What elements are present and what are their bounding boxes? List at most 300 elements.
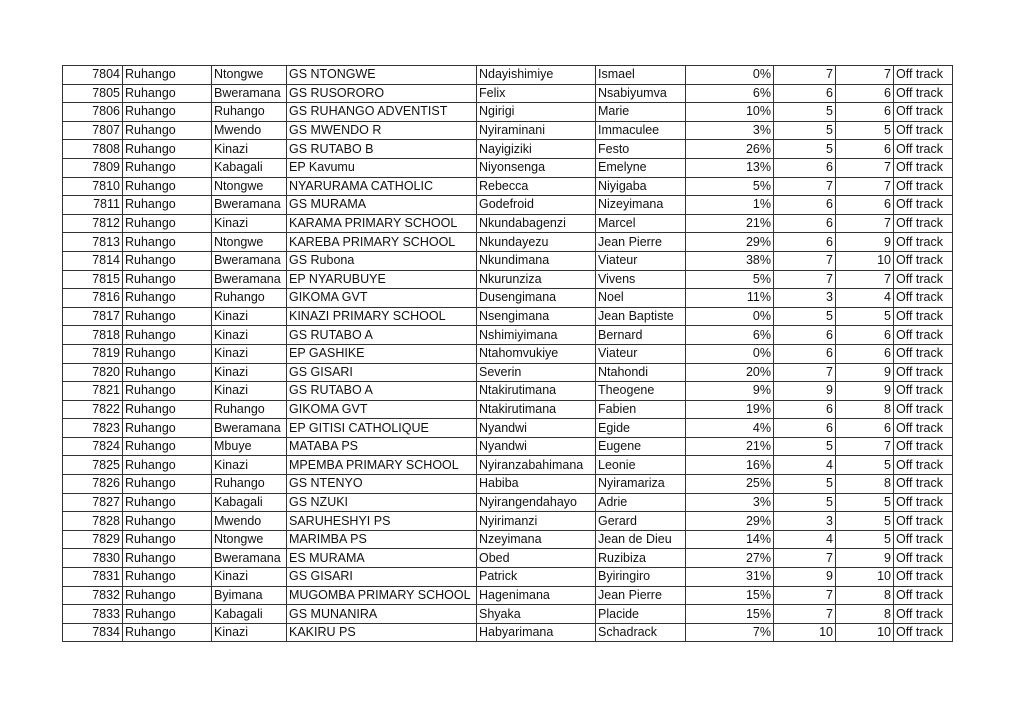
table-row xyxy=(63,419,953,438)
cell-sector: Ntongwe xyxy=(212,530,287,549)
cell-status: Off track xyxy=(894,158,953,177)
cell-percent: 31% xyxy=(686,568,774,587)
cell-first-name: Nyiramariza xyxy=(596,475,686,494)
cell-id: 7828 xyxy=(63,512,123,531)
cell-district: Ruhango xyxy=(123,586,212,605)
cell-sector: Bweramana xyxy=(212,251,287,270)
table-row xyxy=(63,363,953,382)
cell-last-name: Nkurunziza xyxy=(477,270,596,289)
cell-status: Off track xyxy=(894,363,953,382)
table-row xyxy=(63,382,953,401)
cell-percent: 20% xyxy=(686,363,774,382)
cell-last-name: Obed xyxy=(477,549,596,568)
cell-percent: 27% xyxy=(686,549,774,568)
cell-percent: 29% xyxy=(686,512,774,531)
cell-first-name: Emelyne xyxy=(596,158,686,177)
cell-sector: Kinazi xyxy=(212,344,287,363)
cell-score-b: 5 xyxy=(836,530,894,549)
cell-status: Off track xyxy=(894,196,953,215)
cell-district: Ruhango xyxy=(123,568,212,587)
cell-status: Off track xyxy=(894,512,953,531)
cell-last-name: Nsengimana xyxy=(477,307,596,326)
cell-id: 7810 xyxy=(63,177,123,196)
cell-id: 7804 xyxy=(63,66,123,85)
cell-last-name: Nayigiziki xyxy=(477,140,596,159)
cell-district: Ruhango xyxy=(123,158,212,177)
table-row xyxy=(63,437,953,456)
cell-id: 7819 xyxy=(63,344,123,363)
cell-score-b: 8 xyxy=(836,586,894,605)
cell-last-name: Ntahomvukiye xyxy=(477,344,596,363)
cell-id: 7833 xyxy=(63,605,123,624)
table-row xyxy=(63,475,953,494)
cell-score-a: 5 xyxy=(774,140,836,159)
cell-score-a: 5 xyxy=(774,493,836,512)
cell-sector: Ntongwe xyxy=(212,177,287,196)
cell-district: Ruhango xyxy=(123,233,212,252)
cell-sector: Kinazi xyxy=(212,307,287,326)
cell-score-a: 7 xyxy=(774,177,836,196)
cell-status: Off track xyxy=(894,251,953,270)
cell-status: Off track xyxy=(894,568,953,587)
cell-sector: Ruhango xyxy=(212,475,287,494)
cell-school: EP NYARUBUYE xyxy=(287,270,477,289)
cell-score-b: 7 xyxy=(836,270,894,289)
cell-id: 7825 xyxy=(63,456,123,475)
cell-status: Off track xyxy=(894,623,953,642)
cell-school: GS NZUKI xyxy=(287,493,477,512)
cell-school: GS MURAMA xyxy=(287,196,477,215)
cell-score-b: 8 xyxy=(836,400,894,419)
cell-percent: 16% xyxy=(686,456,774,475)
cell-first-name: Leonie xyxy=(596,456,686,475)
cell-id: 7821 xyxy=(63,382,123,401)
table-row xyxy=(63,456,953,475)
cell-district: Ruhango xyxy=(123,456,212,475)
cell-status: Off track xyxy=(894,530,953,549)
cell-score-a: 6 xyxy=(774,84,836,103)
cell-district: Ruhango xyxy=(123,512,212,531)
cell-percent: 15% xyxy=(686,605,774,624)
cell-district: Ruhango xyxy=(123,121,212,140)
cell-school: GS NTONGWE xyxy=(287,66,477,85)
cell-status: Off track xyxy=(894,382,953,401)
cell-id: 7806 xyxy=(63,103,123,122)
cell-school: EP GASHIKE xyxy=(287,344,477,363)
cell-status: Off track xyxy=(894,233,953,252)
table-row xyxy=(63,270,953,289)
cell-sector: Ruhango xyxy=(212,400,287,419)
table-row xyxy=(63,605,953,624)
cell-sector: Byimana xyxy=(212,586,287,605)
cell-score-a: 5 xyxy=(774,307,836,326)
cell-id: 7830 xyxy=(63,549,123,568)
cell-id: 7807 xyxy=(63,121,123,140)
table-row xyxy=(63,177,953,196)
cell-score-b: 6 xyxy=(836,196,894,215)
cell-last-name: Nyandwi xyxy=(477,419,596,438)
cell-sector: Kinazi xyxy=(212,140,287,159)
cell-first-name: Ismael xyxy=(596,66,686,85)
cell-score-a: 3 xyxy=(774,289,836,308)
cell-status: Off track xyxy=(894,307,953,326)
cell-id: 7811 xyxy=(63,196,123,215)
table-row xyxy=(63,233,953,252)
cell-first-name: Marie xyxy=(596,103,686,122)
data-table xyxy=(62,65,953,642)
cell-school: MPEMBA PRIMARY SCHOOL xyxy=(287,456,477,475)
table-row xyxy=(63,66,953,85)
cell-score-b: 9 xyxy=(836,382,894,401)
cell-district: Ruhango xyxy=(123,344,212,363)
cell-school: MUGOMBA PRIMARY SCHOOL xyxy=(287,586,477,605)
cell-district: Ruhango xyxy=(123,326,212,345)
cell-id: 7831 xyxy=(63,568,123,587)
cell-percent: 38% xyxy=(686,251,774,270)
cell-status: Off track xyxy=(894,344,953,363)
cell-score-b: 10 xyxy=(836,623,894,642)
cell-score-b: 7 xyxy=(836,158,894,177)
cell-district: Ruhango xyxy=(123,307,212,326)
cell-sector: Bweramana xyxy=(212,84,287,103)
cell-school: KARAMA PRIMARY SCHOOL xyxy=(287,214,477,233)
cell-percent: 0% xyxy=(686,344,774,363)
cell-last-name: Nkundayezu xyxy=(477,233,596,252)
table-row xyxy=(63,289,953,308)
cell-score-b: 9 xyxy=(836,363,894,382)
cell-score-b: 6 xyxy=(836,140,894,159)
cell-status: Off track xyxy=(894,103,953,122)
cell-sector: Ruhango xyxy=(212,289,287,308)
cell-score-a: 6 xyxy=(774,196,836,215)
cell-sector: Kinazi xyxy=(212,214,287,233)
cell-district: Ruhango xyxy=(123,605,212,624)
table-row xyxy=(63,121,953,140)
cell-district: Ruhango xyxy=(123,419,212,438)
cell-first-name: Bernard xyxy=(596,326,686,345)
cell-score-b: 6 xyxy=(836,84,894,103)
cell-first-name: Viateur xyxy=(596,344,686,363)
cell-sector: Kinazi xyxy=(212,456,287,475)
cell-score-b: 7 xyxy=(836,437,894,456)
cell-percent: 25% xyxy=(686,475,774,494)
cell-sector: Bweramana xyxy=(212,270,287,289)
cell-score-b: 8 xyxy=(836,605,894,624)
cell-sector: Kabagali xyxy=(212,493,287,512)
cell-id: 7824 xyxy=(63,437,123,456)
cell-score-b: 4 xyxy=(836,289,894,308)
cell-percent: 11% xyxy=(686,289,774,308)
cell-first-name: Jean Baptiste xyxy=(596,307,686,326)
cell-district: Ruhango xyxy=(123,493,212,512)
cell-id: 7815 xyxy=(63,270,123,289)
cell-school: EP Kavumu xyxy=(287,158,477,177)
cell-sector: Kabagali xyxy=(212,158,287,177)
cell-district: Ruhango xyxy=(123,530,212,549)
cell-school: ES MURAMA xyxy=(287,549,477,568)
cell-last-name: Ntakirutimana xyxy=(477,382,596,401)
cell-last-name: Nyirimanzi xyxy=(477,512,596,531)
cell-first-name: Fabien xyxy=(596,400,686,419)
cell-district: Ruhango xyxy=(123,214,212,233)
cell-last-name: Godefroid xyxy=(477,196,596,215)
cell-score-a: 6 xyxy=(774,400,836,419)
cell-sector: Bweramana xyxy=(212,549,287,568)
cell-first-name: Viateur xyxy=(596,251,686,270)
cell-score-a: 7 xyxy=(774,586,836,605)
cell-school: KINAZI PRIMARY SCHOOL xyxy=(287,307,477,326)
cell-score-a: 6 xyxy=(774,344,836,363)
table-row xyxy=(63,512,953,531)
table-row xyxy=(63,307,953,326)
cell-school: SARUHESHYI PS xyxy=(287,512,477,531)
cell-last-name: Nkundimana xyxy=(477,251,596,270)
cell-percent: 1% xyxy=(686,196,774,215)
cell-first-name: Schadrack xyxy=(596,623,686,642)
cell-first-name: Ntahondi xyxy=(596,363,686,382)
cell-status: Off track xyxy=(894,214,953,233)
table-row xyxy=(63,326,953,345)
cell-id: 7809 xyxy=(63,158,123,177)
cell-district: Ruhango xyxy=(123,623,212,642)
cell-percent: 19% xyxy=(686,400,774,419)
cell-first-name: Eugene xyxy=(596,437,686,456)
cell-id: 7827 xyxy=(63,493,123,512)
table-body xyxy=(63,66,953,642)
cell-first-name: Ruzibiza xyxy=(596,549,686,568)
cell-status: Off track xyxy=(894,270,953,289)
cell-sector: Kabagali xyxy=(212,605,287,624)
cell-score-a: 9 xyxy=(774,382,836,401)
cell-district: Ruhango xyxy=(123,549,212,568)
cell-percent: 5% xyxy=(686,177,774,196)
cell-school: GS MUNANIRA xyxy=(287,605,477,624)
cell-district: Ruhango xyxy=(123,289,212,308)
cell-percent: 6% xyxy=(686,326,774,345)
cell-sector: Bweramana xyxy=(212,419,287,438)
cell-school: GIKOMA GVT xyxy=(287,400,477,419)
table-row xyxy=(63,214,953,233)
cell-score-a: 6 xyxy=(774,326,836,345)
cell-score-a: 7 xyxy=(774,605,836,624)
cell-district: Ruhango xyxy=(123,177,212,196)
cell-last-name: Patrick xyxy=(477,568,596,587)
cell-sector: Kinazi xyxy=(212,568,287,587)
cell-id: 7826 xyxy=(63,475,123,494)
cell-score-a: 5 xyxy=(774,103,836,122)
cell-first-name: Jean de Dieu xyxy=(596,530,686,549)
cell-school: GS RUSORORO xyxy=(287,84,477,103)
cell-last-name: Severin xyxy=(477,363,596,382)
cell-id: 7813 xyxy=(63,233,123,252)
cell-sector: Mwendo xyxy=(212,512,287,531)
cell-score-a: 5 xyxy=(774,121,836,140)
table-row xyxy=(63,549,953,568)
cell-district: Ruhango xyxy=(123,400,212,419)
cell-school: KAKIRU PS xyxy=(287,623,477,642)
cell-last-name: Hagenimana xyxy=(477,586,596,605)
cell-last-name: Niyonsenga xyxy=(477,158,596,177)
cell-last-name: Nkundabagenzi xyxy=(477,214,596,233)
cell-sector: Kinazi xyxy=(212,363,287,382)
cell-school: GS RUTABO B xyxy=(287,140,477,159)
cell-score-b: 5 xyxy=(836,121,894,140)
cell-score-b: 5 xyxy=(836,493,894,512)
cell-first-name: Gerard xyxy=(596,512,686,531)
cell-school: GS NTENYO xyxy=(287,475,477,494)
cell-id: 7812 xyxy=(63,214,123,233)
cell-school: NYARURAMA CATHOLIC xyxy=(287,177,477,196)
cell-percent: 3% xyxy=(686,493,774,512)
cell-status: Off track xyxy=(894,549,953,568)
cell-status: Off track xyxy=(894,605,953,624)
cell-score-a: 7 xyxy=(774,251,836,270)
cell-score-a: 5 xyxy=(774,437,836,456)
cell-percent: 6% xyxy=(686,84,774,103)
cell-score-b: 7 xyxy=(836,177,894,196)
cell-first-name: Niyigaba xyxy=(596,177,686,196)
cell-status: Off track xyxy=(894,419,953,438)
cell-score-a: 7 xyxy=(774,66,836,85)
table-row xyxy=(63,140,953,159)
cell-id: 7823 xyxy=(63,419,123,438)
cell-first-name: Jean Pierre xyxy=(596,233,686,252)
table-row xyxy=(63,84,953,103)
cell-score-b: 6 xyxy=(836,344,894,363)
cell-percent: 0% xyxy=(686,307,774,326)
cell-percent: 13% xyxy=(686,158,774,177)
table-row xyxy=(63,344,953,363)
cell-percent: 10% xyxy=(686,103,774,122)
cell-id: 7805 xyxy=(63,84,123,103)
cell-school: GS GISARI xyxy=(287,363,477,382)
cell-last-name: Nyandwi xyxy=(477,437,596,456)
cell-score-b: 10 xyxy=(836,568,894,587)
table-row xyxy=(63,400,953,419)
cell-school: GS RUHANGO ADVENTIST xyxy=(287,103,477,122)
cell-last-name: Nyiraminani xyxy=(477,121,596,140)
cell-score-a: 7 xyxy=(774,363,836,382)
cell-score-a: 7 xyxy=(774,270,836,289)
cell-score-a: 4 xyxy=(774,456,836,475)
cell-school: GIKOMA GVT xyxy=(287,289,477,308)
table-row xyxy=(63,493,953,512)
cell-last-name: Nzeyimana xyxy=(477,530,596,549)
cell-percent: 9% xyxy=(686,382,774,401)
cell-score-a: 4 xyxy=(774,530,836,549)
cell-school: MATABA PS xyxy=(287,437,477,456)
cell-district: Ruhango xyxy=(123,66,212,85)
cell-last-name: Ntakirutimana xyxy=(477,400,596,419)
cell-first-name: Jean Pierre xyxy=(596,586,686,605)
cell-score-a: 6 xyxy=(774,419,836,438)
cell-status: Off track xyxy=(894,326,953,345)
cell-first-name: Egide xyxy=(596,419,686,438)
cell-score-b: 8 xyxy=(836,475,894,494)
cell-score-b: 5 xyxy=(836,512,894,531)
cell-score-b: 10 xyxy=(836,251,894,270)
cell-district: Ruhango xyxy=(123,363,212,382)
cell-status: Off track xyxy=(894,400,953,419)
cell-first-name: Marcel xyxy=(596,214,686,233)
cell-status: Off track xyxy=(894,66,953,85)
cell-score-a: 6 xyxy=(774,214,836,233)
cell-score-a: 9 xyxy=(774,568,836,587)
cell-school: MARIMBA PS xyxy=(287,530,477,549)
cell-score-b: 7 xyxy=(836,66,894,85)
cell-score-b: 5 xyxy=(836,307,894,326)
cell-score-a: 6 xyxy=(774,233,836,252)
table-row xyxy=(63,623,953,642)
cell-status: Off track xyxy=(894,121,953,140)
cell-id: 7814 xyxy=(63,251,123,270)
cell-score-b: 7 xyxy=(836,214,894,233)
cell-status: Off track xyxy=(894,493,953,512)
cell-percent: 4% xyxy=(686,419,774,438)
cell-sector: Bweramana xyxy=(212,196,287,215)
cell-district: Ruhango xyxy=(123,475,212,494)
cell-id: 7817 xyxy=(63,307,123,326)
cell-sector: Kinazi xyxy=(212,382,287,401)
cell-school: GS Rubona xyxy=(287,251,477,270)
cell-first-name: Nsabiyumva xyxy=(596,84,686,103)
cell-id: 7816 xyxy=(63,289,123,308)
cell-sector: Mbuye xyxy=(212,437,287,456)
cell-last-name: Nyirangendahayo xyxy=(477,493,596,512)
cell-id: 7808 xyxy=(63,140,123,159)
cell-first-name: Adrie xyxy=(596,493,686,512)
cell-id: 7820 xyxy=(63,363,123,382)
cell-percent: 29% xyxy=(686,233,774,252)
cell-last-name: Nshimiyimana xyxy=(477,326,596,345)
cell-first-name: Theogene xyxy=(596,382,686,401)
cell-sector: Kinazi xyxy=(212,326,287,345)
cell-first-name: Immaculee xyxy=(596,121,686,140)
cell-status: Off track xyxy=(894,456,953,475)
table-row xyxy=(63,103,953,122)
cell-sector: Ntongwe xyxy=(212,66,287,85)
cell-sector: Ruhango xyxy=(212,103,287,122)
cell-district: Ruhango xyxy=(123,251,212,270)
cell-id: 7822 xyxy=(63,400,123,419)
cell-percent: 21% xyxy=(686,214,774,233)
table-row xyxy=(63,196,953,215)
cell-percent: 21% xyxy=(686,437,774,456)
cell-id: 7829 xyxy=(63,530,123,549)
cell-percent: 15% xyxy=(686,586,774,605)
cell-district: Ruhango xyxy=(123,437,212,456)
cell-last-name: Habyarimana xyxy=(477,623,596,642)
cell-percent: 5% xyxy=(686,270,774,289)
cell-percent: 7% xyxy=(686,623,774,642)
cell-score-b: 6 xyxy=(836,326,894,345)
cell-first-name: Noel xyxy=(596,289,686,308)
cell-district: Ruhango xyxy=(123,84,212,103)
cell-first-name: Vivens xyxy=(596,270,686,289)
table-row xyxy=(63,530,953,549)
cell-score-b: 5 xyxy=(836,456,894,475)
cell-score-b: 9 xyxy=(836,233,894,252)
cell-last-name: Nyiranzabahimana xyxy=(477,456,596,475)
cell-score-a: 10 xyxy=(774,623,836,642)
cell-district: Ruhango xyxy=(123,196,212,215)
cell-score-b: 9 xyxy=(836,549,894,568)
cell-district: Ruhango xyxy=(123,382,212,401)
cell-last-name: Dusengimana xyxy=(477,289,596,308)
cell-status: Off track xyxy=(894,586,953,605)
cell-first-name: Byiringiro xyxy=(596,568,686,587)
cell-district: Ruhango xyxy=(123,103,212,122)
